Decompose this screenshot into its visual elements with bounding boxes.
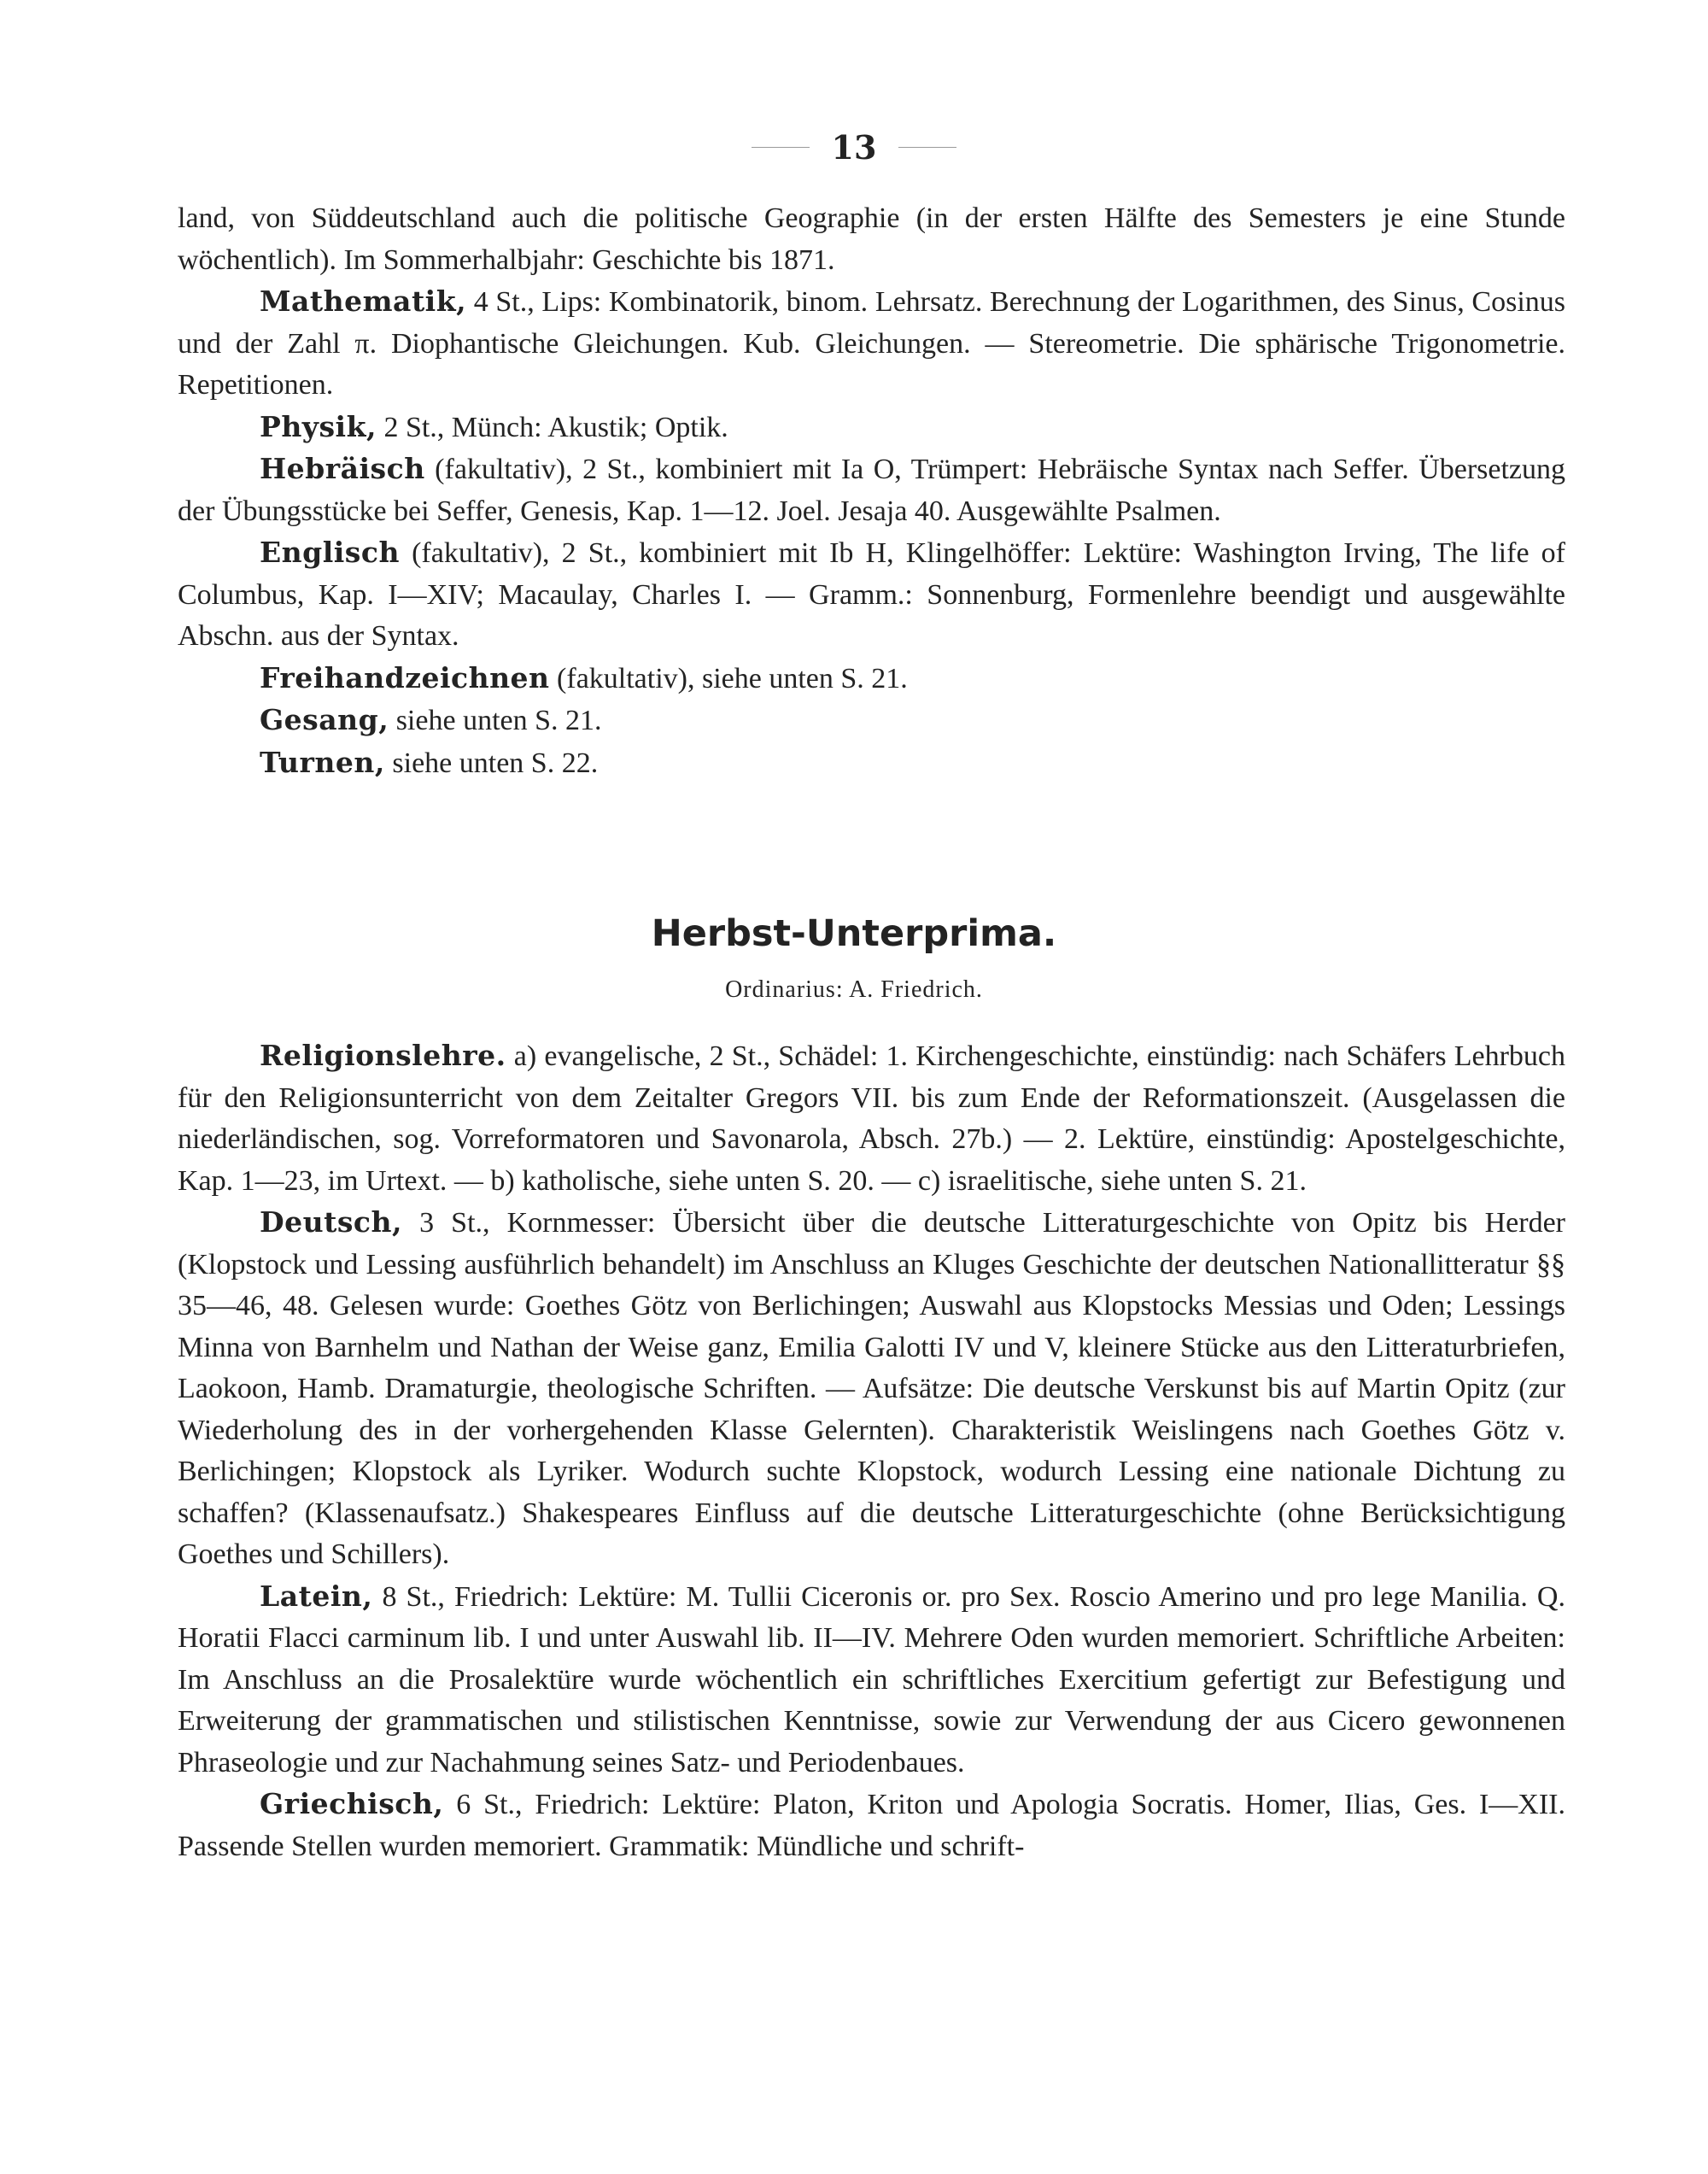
paragraph-religionslehre — [178, 1035, 1565, 1202]
paragraph-text: (fakultativ), 2 St., kombiniert mit Ia O, Trümpert: Hebräische Syntax nach Seffer. Übersetzung der Übungsstücke bei Seffer, Genesis, Kap. 1—12. Joel. Jesaja 40. Ausgewählte Psalmen. — [178, 454, 1565, 527]
subject-heading: Physik, — [260, 409, 377, 443]
paragraph-hebraeisch — [178, 448, 1565, 532]
subject-heading: Englisch — [260, 536, 400, 569]
paragraph-turnen — [178, 742, 1565, 785]
paragraph-text: siehe unten S. 22. — [384, 747, 599, 779]
paragraph-geography-continued: land, von Süddeutschland auch die politische Geographie (in der ersten Hälfte des Semesters je eine Stunde wöchentlich). Im Sommerhalbjahr: Geschichte bis 1871. — [178, 202, 1565, 276]
paragraph-text: siehe unten S. 21. — [389, 705, 602, 736]
text-block-upper — [178, 198, 1565, 784]
text-block-lower — [178, 1035, 1565, 1867]
paragraph-mathematik — [178, 281, 1565, 407]
paragraph-physik — [178, 407, 1565, 449]
paragraph-text: 3 St., Kornmesser: Übersicht über die deutsche Litteraturgeschichte von Opitz bis Herder (Klopstock und Lessing ausführlich behandelt) im Anschluss an Kluges Geschichte der deutschen Nationallitteratur §§ 35—46, 48. Gelesen wurde: Goethes Götz von Berlichingen; Auswahl aus Klopstocks Messias und Oden; Lessings Minna von Barnhelm und Nathan der Weise ganz, Emilia Galotti IV und V, kleinere Stücke aus den Litteraturbriefen, Laokoon, Hamb. Dramaturgie, theologische Schriften. — Aufsätze: Die deutsche Verskunst bis auf Martin Opitz (zur Wiederholung des in der vorhergehenden Klasse Gelernten). Charakteristik Weislingens nach Goethes Götz v. Berlichingen; Klopstock als Lyriker. Wodurch suchte Klopstock, wodurch Lessing eine nationale Dichtung zu schaffen? (Klassenaufsatz.) Shakespeares Einfluss auf die deutsche Litteraturgeschichte (ohne Berücksichtigung Goethes und Schillers). — [178, 1207, 1565, 1570]
subject-heading: Religionslehre. — [260, 1039, 506, 1072]
header-rule-right — [898, 147, 956, 148]
section-title: Herbst-Unterprima. — [651, 912, 1057, 955]
paragraph-gesang — [178, 700, 1565, 742]
subject-heading: Deutsch, — [260, 1205, 403, 1239]
subject-heading: Latein, — [260, 1579, 373, 1613]
paragraph-freihandzeichnen — [178, 658, 1565, 700]
header-rule-left — [752, 147, 810, 148]
paragraph-text: a) evangelische, 2 St., Schädel: 1. Kirchengeschichte, einstündig: nach Schäfers Lehrbuch für den Religionsunterricht von dem Zeitalter Gregors VII. bis zum Ende der Reformationszeit. (Ausgelassen die niederländischen, sog. Vorreformatoren und Savonarola, Absch. 27b.) — 2. Lektüre, einstündig: Apostelgeschichte, Kap. 1—23, im Urtext. — b) katholische, siehe unten S. 20. — c) israelitische, siehe unten S. 21. — [178, 1040, 1565, 1197]
subject-heading: Hebräisch — [260, 452, 425, 485]
subject-heading: Freihandzeichnen — [260, 660, 550, 694]
subject-heading: Mathematik, — [260, 284, 467, 318]
page-header — [0, 128, 1708, 167]
paragraph-deutsch — [178, 1202, 1565, 1576]
paragraph-griechisch — [178, 1784, 1565, 1867]
ordinarius-line: Ordinarius: A. Friedrich. — [725, 976, 983, 1003]
paragraph-englisch — [178, 532, 1565, 658]
paragraph-latein — [178, 1576, 1565, 1784]
paragraph-text: 8 St., Friedrich: Lektüre: M. Tullii Ciceronis or. pro Sex. Roscio Amerino und pro lege Manilia. Q. Horatii Flacci carminum lib. I und unter Auswahl lib. II—IV. Mehrere Oden wurden memoriert. Schriftliche Arbeiten: Im Anschluss an die Prosalektüre wurde wöchentlich ein schriftliches Exercitium gefertigt zur Befestigung und Erweiterung der grammatischen und stilistischen Kenntnisse, sowie zur Verwendung der aus Cicero gewonnenen Phraseologie und zur Nachahmung seines Satz- und Periodenbaues. — [178, 1580, 1565, 1778]
paragraph-text: 4 St., Lips: Kombinatorik, binom. Lehrsatz. Berechnung der Logarithmen, des Sinus, Cosinus und der Zahl π. Diophantische Gleichungen. Kub. Gleichungen. — Stereometrie. Die sphärische Trigonometrie. Repetitionen. — [178, 286, 1565, 401]
subject-heading: Turnen, — [260, 745, 385, 779]
subject-heading: Gesang, — [260, 703, 389, 736]
paragraph-text: 6 St., Friedrich: Lektüre: Platon, Kriton und Apologia Socratis. Homer, Ilias, Ges. I—XII. Passende Stellen wurden memoriert. Grammatik: Mündliche und schrift- — [178, 1789, 1565, 1862]
paragraph-text: (fakultativ), 2 St., kombiniert mit Ib H, Klingelhöffer: Lektüre: Washington Irving, The life of Columbus, Kap. I—XIV; Macaulay, Charles I. — Gramm.: Sonnenburg, Formenlehre beendigt und ausgewählte Abschn. aus der Syntax. — [178, 537, 1565, 652]
paragraph-text: 2 St., Münch: Akustik; Optik. — [376, 411, 728, 443]
page-number: 13 — [831, 128, 877, 167]
subject-heading: Griechisch, — [260, 1787, 444, 1820]
paragraph-text: (fakultativ), siehe unten S. 21. — [549, 662, 908, 694]
